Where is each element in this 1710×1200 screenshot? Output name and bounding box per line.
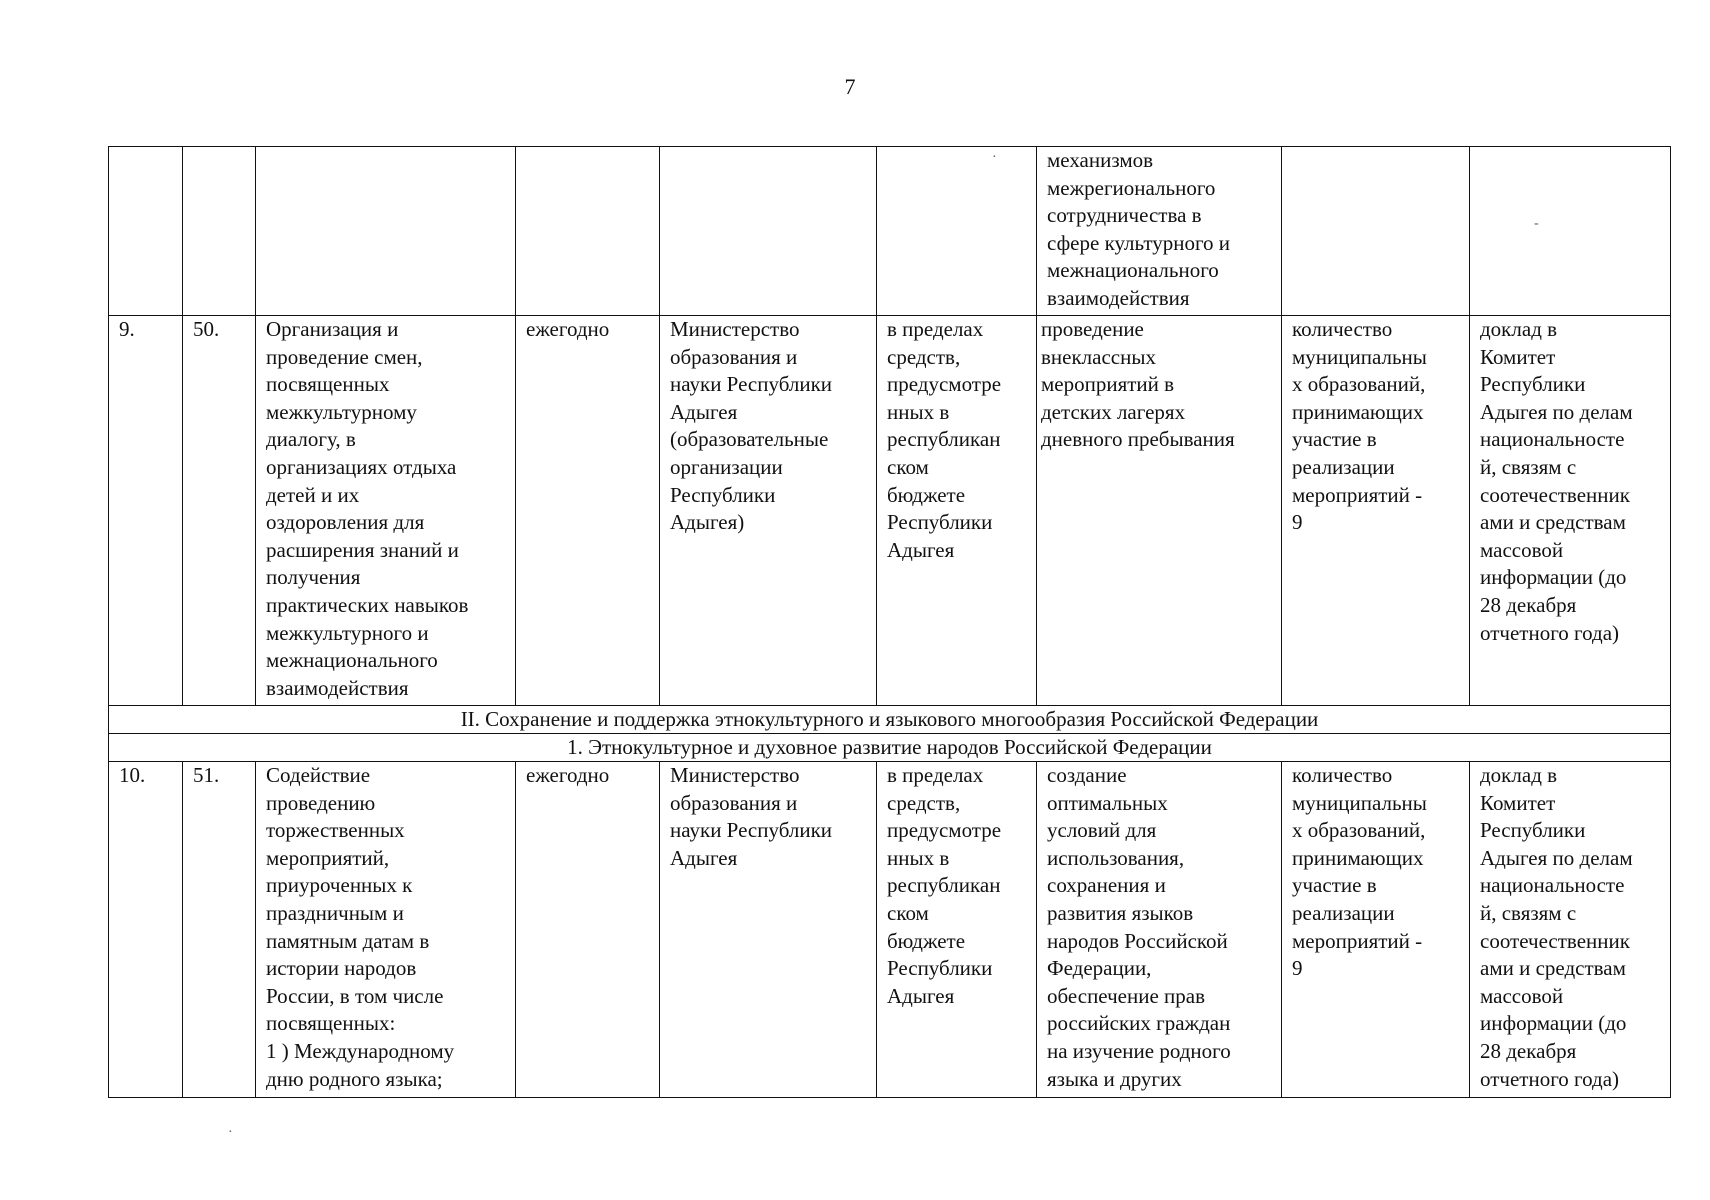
- event-line: посвященных:: [266, 1011, 396, 1036]
- indicator-line: мероприятий -: [1292, 928, 1423, 953]
- event-line: 1 ) Международному: [266, 1038, 455, 1063]
- section-heading: II. Сохранение и поддержка этнокультурного и языкового многообразия Российской Федерации: [109, 706, 1671, 734]
- funding-line: Республики: [887, 956, 993, 981]
- event-line: диалогу, в: [266, 427, 356, 452]
- row-number-cell: 10.: [109, 762, 183, 1098]
- result-line: использования,: [1047, 845, 1185, 870]
- funding-line: в пределах: [887, 763, 984, 787]
- report-line: Республики: [1480, 818, 1586, 843]
- event-line: межкультурного и: [266, 620, 429, 645]
- funding-line: средств,: [887, 344, 961, 369]
- indicator-line: х образований,: [1292, 372, 1426, 397]
- report-line: ами и средствам: [1480, 956, 1626, 981]
- result-line: дневного пребывания: [1041, 427, 1235, 452]
- report-line: Адыгея по делам: [1480, 399, 1633, 424]
- executor-line: науки Республики: [670, 818, 833, 843]
- event-line: торжественных: [266, 818, 405, 843]
- event-line: взаимодействия: [266, 675, 409, 700]
- continuation-row: [109, 147, 1671, 316]
- result-line: условий для: [1047, 818, 1157, 843]
- funding-line: Адыгея: [887, 983, 955, 1008]
- report-line: доклад в: [1480, 317, 1558, 341]
- funding-line: Адыгея: [887, 537, 955, 562]
- funding-cell: [877, 762, 1037, 1098]
- event-line: памятным датам в: [266, 928, 430, 953]
- indicator-line: реализации: [1292, 454, 1395, 479]
- result-line: Федерации,: [1047, 956, 1152, 981]
- executor-cell: [660, 316, 877, 706]
- subsection-heading: 1. Этнокультурное и духовное развитие народов Российской Федерации: [109, 734, 1671, 762]
- report-line: информации (до: [1480, 1011, 1627, 1036]
- report-line: ами и средствам: [1480, 510, 1626, 535]
- report-line: Комитет: [1480, 344, 1556, 369]
- page-number: 7: [844, 74, 856, 99]
- result-line: создание: [1047, 763, 1127, 787]
- executor-cell: [660, 147, 877, 316]
- result-line: детских лагерях: [1041, 399, 1186, 424]
- report-line: доклад в: [1480, 763, 1558, 787]
- report-line: отчетного года): [1480, 1066, 1620, 1091]
- result-line: народов Российской: [1047, 928, 1228, 953]
- indicator-line: х образований,: [1292, 818, 1426, 843]
- result-line: оптимальных: [1047, 790, 1168, 815]
- result-line: на изучение родного: [1047, 1038, 1231, 1063]
- report-cell: [1470, 762, 1671, 1098]
- indicator-line: принимающих: [1292, 399, 1424, 424]
- report-line: информации (до: [1480, 565, 1627, 590]
- event-line: детей и их: [266, 482, 360, 507]
- funding-line: ском: [887, 900, 929, 925]
- funding-cell: [877, 316, 1037, 706]
- deadline-cell: ежегодно: [516, 316, 660, 706]
- subsection-heading-row: [109, 734, 1671, 762]
- event-line: Организация и: [266, 317, 399, 341]
- report-line: Республики: [1480, 372, 1586, 397]
- event-line: праздничным и: [266, 900, 404, 925]
- event-line: приуроченных к: [266, 873, 413, 898]
- event-line: проведение смен,: [266, 344, 423, 369]
- report-line: й, связям с: [1480, 454, 1577, 479]
- funding-line: нных в: [887, 399, 950, 424]
- result-line: внеклассных: [1041, 344, 1156, 369]
- scan-speck: ·: [228, 1125, 233, 1140]
- funding-line: в пределах: [887, 317, 984, 341]
- result-line: проведение: [1041, 317, 1144, 341]
- event-cell: [256, 316, 516, 706]
- funding-line: предусмотре: [887, 818, 1002, 843]
- result-cell: [1037, 147, 1282, 316]
- event-line: организациях отдыха: [266, 454, 457, 479]
- result-line: сфере культурного и: [1047, 230, 1231, 255]
- funding-line: бюджете: [887, 482, 966, 507]
- event-line: истории народов: [266, 956, 417, 981]
- event-line: России, в том числе: [266, 983, 444, 1008]
- executor-line: образования и: [670, 344, 798, 369]
- report-line: 28 декабря: [1480, 592, 1577, 617]
- event-line: оздоровления для: [266, 510, 425, 535]
- report-line: массовой: [1480, 983, 1564, 1008]
- result-line: механизмов: [1047, 148, 1154, 172]
- result-line: сохранения и: [1047, 873, 1166, 898]
- indicator-line: 9: [1292, 510, 1303, 535]
- indicator-line: мероприятий -: [1292, 482, 1423, 507]
- funding-line: ском: [887, 454, 929, 479]
- executor-line: Министерство: [670, 317, 800, 341]
- result-line: развития языков: [1047, 900, 1194, 925]
- event-cell: [256, 147, 516, 316]
- scan-speck: ·: [992, 150, 997, 165]
- report-cell: [1470, 147, 1671, 316]
- executor-line: Адыгея: [670, 845, 738, 870]
- executor-line: (образовательные: [670, 427, 829, 452]
- result-line: российских граждан: [1047, 1011, 1231, 1036]
- event-line: мероприятий,: [266, 845, 390, 870]
- report-cell: [1470, 316, 1671, 706]
- event-line: Содействие: [266, 763, 371, 787]
- event-cell: [256, 762, 516, 1098]
- event-line: посвященных: [266, 372, 390, 397]
- deadline-cell: [516, 147, 660, 316]
- scan-speck: ‑: [1534, 216, 1539, 231]
- result-line: межрегионального: [1047, 175, 1216, 200]
- report-line: 28 декабря: [1480, 1038, 1577, 1063]
- event-line: расширения знаний и: [266, 537, 459, 562]
- deadline-cell: ежегодно: [516, 762, 660, 1098]
- executor-line: образования и: [670, 790, 798, 815]
- executor-line: организации: [670, 454, 783, 479]
- result-cell: [1037, 762, 1282, 1098]
- indicator-cell: [1282, 147, 1470, 316]
- report-line: соотечественник: [1480, 482, 1630, 507]
- result-line: сотрудничества в: [1047, 203, 1202, 228]
- indicator-line: количество: [1292, 317, 1393, 341]
- sub-number-cell: 51.: [183, 762, 256, 1098]
- funding-line: республикан: [887, 873, 1001, 898]
- action-plan-table: [108, 146, 1671, 1098]
- result-line: обеспечение прав: [1047, 983, 1206, 1008]
- funding-cell: [877, 147, 1037, 316]
- indicator-cell: [1282, 316, 1470, 706]
- result-line: языка и других: [1047, 1066, 1182, 1091]
- funding-line: республикан: [887, 427, 1001, 452]
- indicator-cell: [1282, 762, 1470, 1098]
- event-line: практических навыков: [266, 592, 469, 617]
- indicator-line: реализации: [1292, 900, 1395, 925]
- report-line: национальносте: [1480, 427, 1625, 452]
- result-line: мероприятий в: [1041, 372, 1175, 397]
- report-line: отчетного года): [1480, 620, 1620, 645]
- result-line: межнационального: [1047, 258, 1219, 283]
- executor-line: Министерство: [670, 763, 800, 787]
- indicator-line: муниципальны: [1292, 790, 1427, 815]
- funding-line: Республики: [887, 510, 993, 535]
- result-cell: [1037, 316, 1282, 706]
- report-line: соотечественник: [1480, 928, 1630, 953]
- indicator-line: участие в: [1292, 427, 1377, 452]
- funding-line: средств,: [887, 790, 961, 815]
- executor-line: Республики: [670, 482, 776, 507]
- indicator-line: принимающих: [1292, 845, 1424, 870]
- event-line: межнационального: [266, 648, 438, 673]
- report-line: массовой: [1480, 537, 1564, 562]
- report-line: национальносте: [1480, 873, 1625, 898]
- executor-line: Адыгея): [670, 510, 745, 535]
- section-heading-row: [109, 706, 1671, 734]
- event-line: проведению: [266, 790, 376, 815]
- event-line: межкультурному: [266, 399, 417, 424]
- report-line: Адыгея по делам: [1480, 845, 1633, 870]
- result-line: взаимодействия: [1047, 285, 1190, 310]
- funding-line: предусмотре: [887, 372, 1002, 397]
- report-line: й, связям с: [1480, 900, 1577, 925]
- event-line: дню родного языка;: [266, 1066, 443, 1091]
- executor-line: науки Республики: [670, 372, 833, 397]
- executor-cell: [660, 762, 877, 1098]
- sub-number-cell: [183, 147, 256, 316]
- indicator-line: муниципальны: [1292, 344, 1427, 369]
- funding-line: бюджете: [887, 928, 966, 953]
- indicator-line: количество: [1292, 763, 1393, 787]
- indicator-line: 9: [1292, 956, 1303, 981]
- row-number-cell: 9.: [109, 316, 183, 706]
- row-number-cell: [109, 147, 183, 316]
- indicator-line: участие в: [1292, 873, 1377, 898]
- executor-line: Адыгея: [670, 399, 738, 424]
- report-line: Комитет: [1480, 790, 1556, 815]
- table-row: [109, 316, 1671, 706]
- funding-line: нных в: [887, 845, 950, 870]
- event-line: получения: [266, 565, 361, 590]
- sub-number-cell: 50.: [183, 316, 256, 706]
- table-row: [109, 762, 1671, 1098]
